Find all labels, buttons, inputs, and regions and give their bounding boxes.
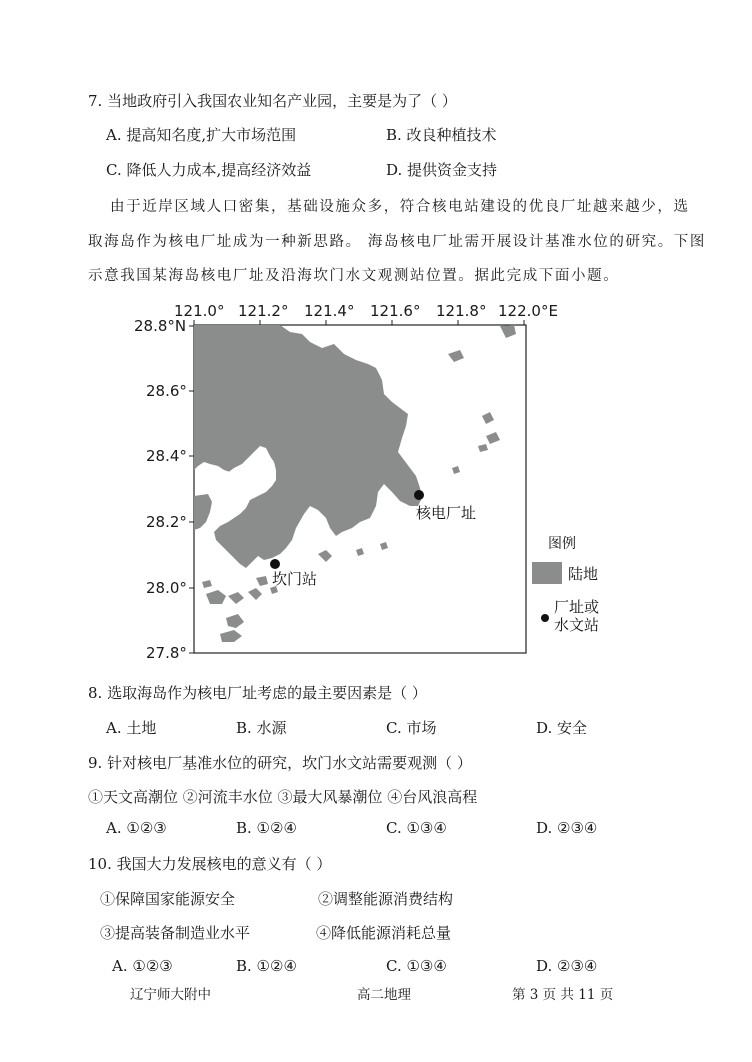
q7-option-a: A. 提高知名度,扩大市场范围 — [106, 126, 297, 144]
lat-label: 28.2° — [146, 513, 187, 531]
map-figure — [130, 296, 610, 666]
lat-label: 28.6° — [146, 382, 187, 400]
material-line-2: 取海岛作为核电厂址成为一种新思路。 海岛核电厂址需开展设计基准水位的研究。下图 — [88, 234, 707, 250]
legend-land-label: 陆地 — [568, 565, 599, 583]
q9-option-a: A. ①②③ — [106, 819, 167, 837]
q10-option-c: C. ①③④ — [386, 957, 447, 975]
q9-option-b: B. ①②④ — [236, 819, 297, 837]
lon-ticks — [194, 320, 524, 325]
lon-label: 121.0° — [174, 302, 225, 320]
lat-label: 27.8° — [146, 644, 187, 662]
q7-option-d: D. 提供资金支持 — [386, 161, 498, 179]
q10-option-a: A. ①②③ — [112, 957, 173, 975]
legend-site-label-2: 水文站 — [554, 616, 600, 634]
lat-label: 28.0° — [146, 579, 187, 597]
lon-label: 121.4° — [304, 302, 355, 320]
q9-option-c: C. ①③④ — [386, 819, 447, 837]
footer-school: 辽宁师大附中 — [130, 987, 211, 1003]
lon-label: 121.6° — [370, 302, 421, 320]
material-line-3: 示意我国某海岛核电厂址及沿海坎门水文观测站位置。据此完成下面小题。 — [88, 268, 620, 284]
q8-option-c: C. 市场 — [386, 719, 437, 737]
q9-option-d: D. ②③④ — [536, 819, 598, 837]
legend-site-marker — [541, 614, 549, 622]
lat-ticks — [189, 326, 194, 653]
legend-land-swatch — [532, 562, 562, 584]
footer-subject: 高二地理 — [357, 987, 411, 1003]
lat-label: 28.4° — [146, 447, 187, 465]
q7-option-c: C. 降低人力成本,提高经济效益 — [106, 161, 312, 179]
footer-page: 第 3 页 共 11 页 — [512, 987, 614, 1003]
q9-items: ①天文高潮位 ②河流丰水位 ③最大风暴潮位 ④台风浪高程 — [88, 788, 478, 806]
q7-stem: 7. 当地政府引入我国农业知名产业园，主要是为了（ ） — [88, 92, 457, 110]
legend-title: 图例 — [548, 536, 576, 552]
legend-site-label-1: 厂址或 — [554, 598, 600, 616]
q10-item-2: ②调整能源消费结构 — [318, 890, 454, 908]
q10-option-d: D. ②③④ — [536, 957, 598, 975]
nuclear-site-marker — [414, 490, 424, 500]
q10-item-1: ①保障国家能源安全 — [100, 890, 236, 908]
q7-option-b: B. 改良种植技术 — [386, 126, 497, 144]
kanmen-station-marker — [270, 559, 280, 569]
q10-option-b: B. ①②④ — [236, 957, 297, 975]
q9-stem: 9. 针对核电厂基准水位的研究，坎门水文站需要观测（ ） — [88, 754, 472, 772]
lon-label: 122.0°E — [498, 302, 558, 320]
material-line-1: 由于近岸区域人口密集，基础设施众多，符合核电站建设的优良厂址越来越少，选 — [110, 199, 690, 215]
q8-option-a: A. 土地 — [106, 719, 157, 737]
lon-label: 121.8° — [436, 302, 487, 320]
lat-label: 28.8°N — [134, 317, 187, 335]
q10-item-4: ④降低能源消耗总量 — [316, 924, 452, 942]
kanmen-station-label: 坎门站 — [272, 570, 318, 588]
q8-option-d: D. 安全 — [536, 719, 588, 737]
q10-stem: 10. 我国大力发展核电的意义有（ ） — [88, 855, 332, 873]
nuclear-site-label: 核电厂址 — [416, 504, 477, 522]
q8-option-b: B. 水源 — [236, 719, 287, 737]
q8-stem: 8. 选取海岛作为核电厂址考虑的最主要因素是（ ） — [88, 684, 427, 702]
map-svg — [130, 296, 610, 666]
lon-label: 121.2° — [238, 302, 289, 320]
q10-item-3: ③提高装备制造业水平 — [100, 924, 251, 942]
